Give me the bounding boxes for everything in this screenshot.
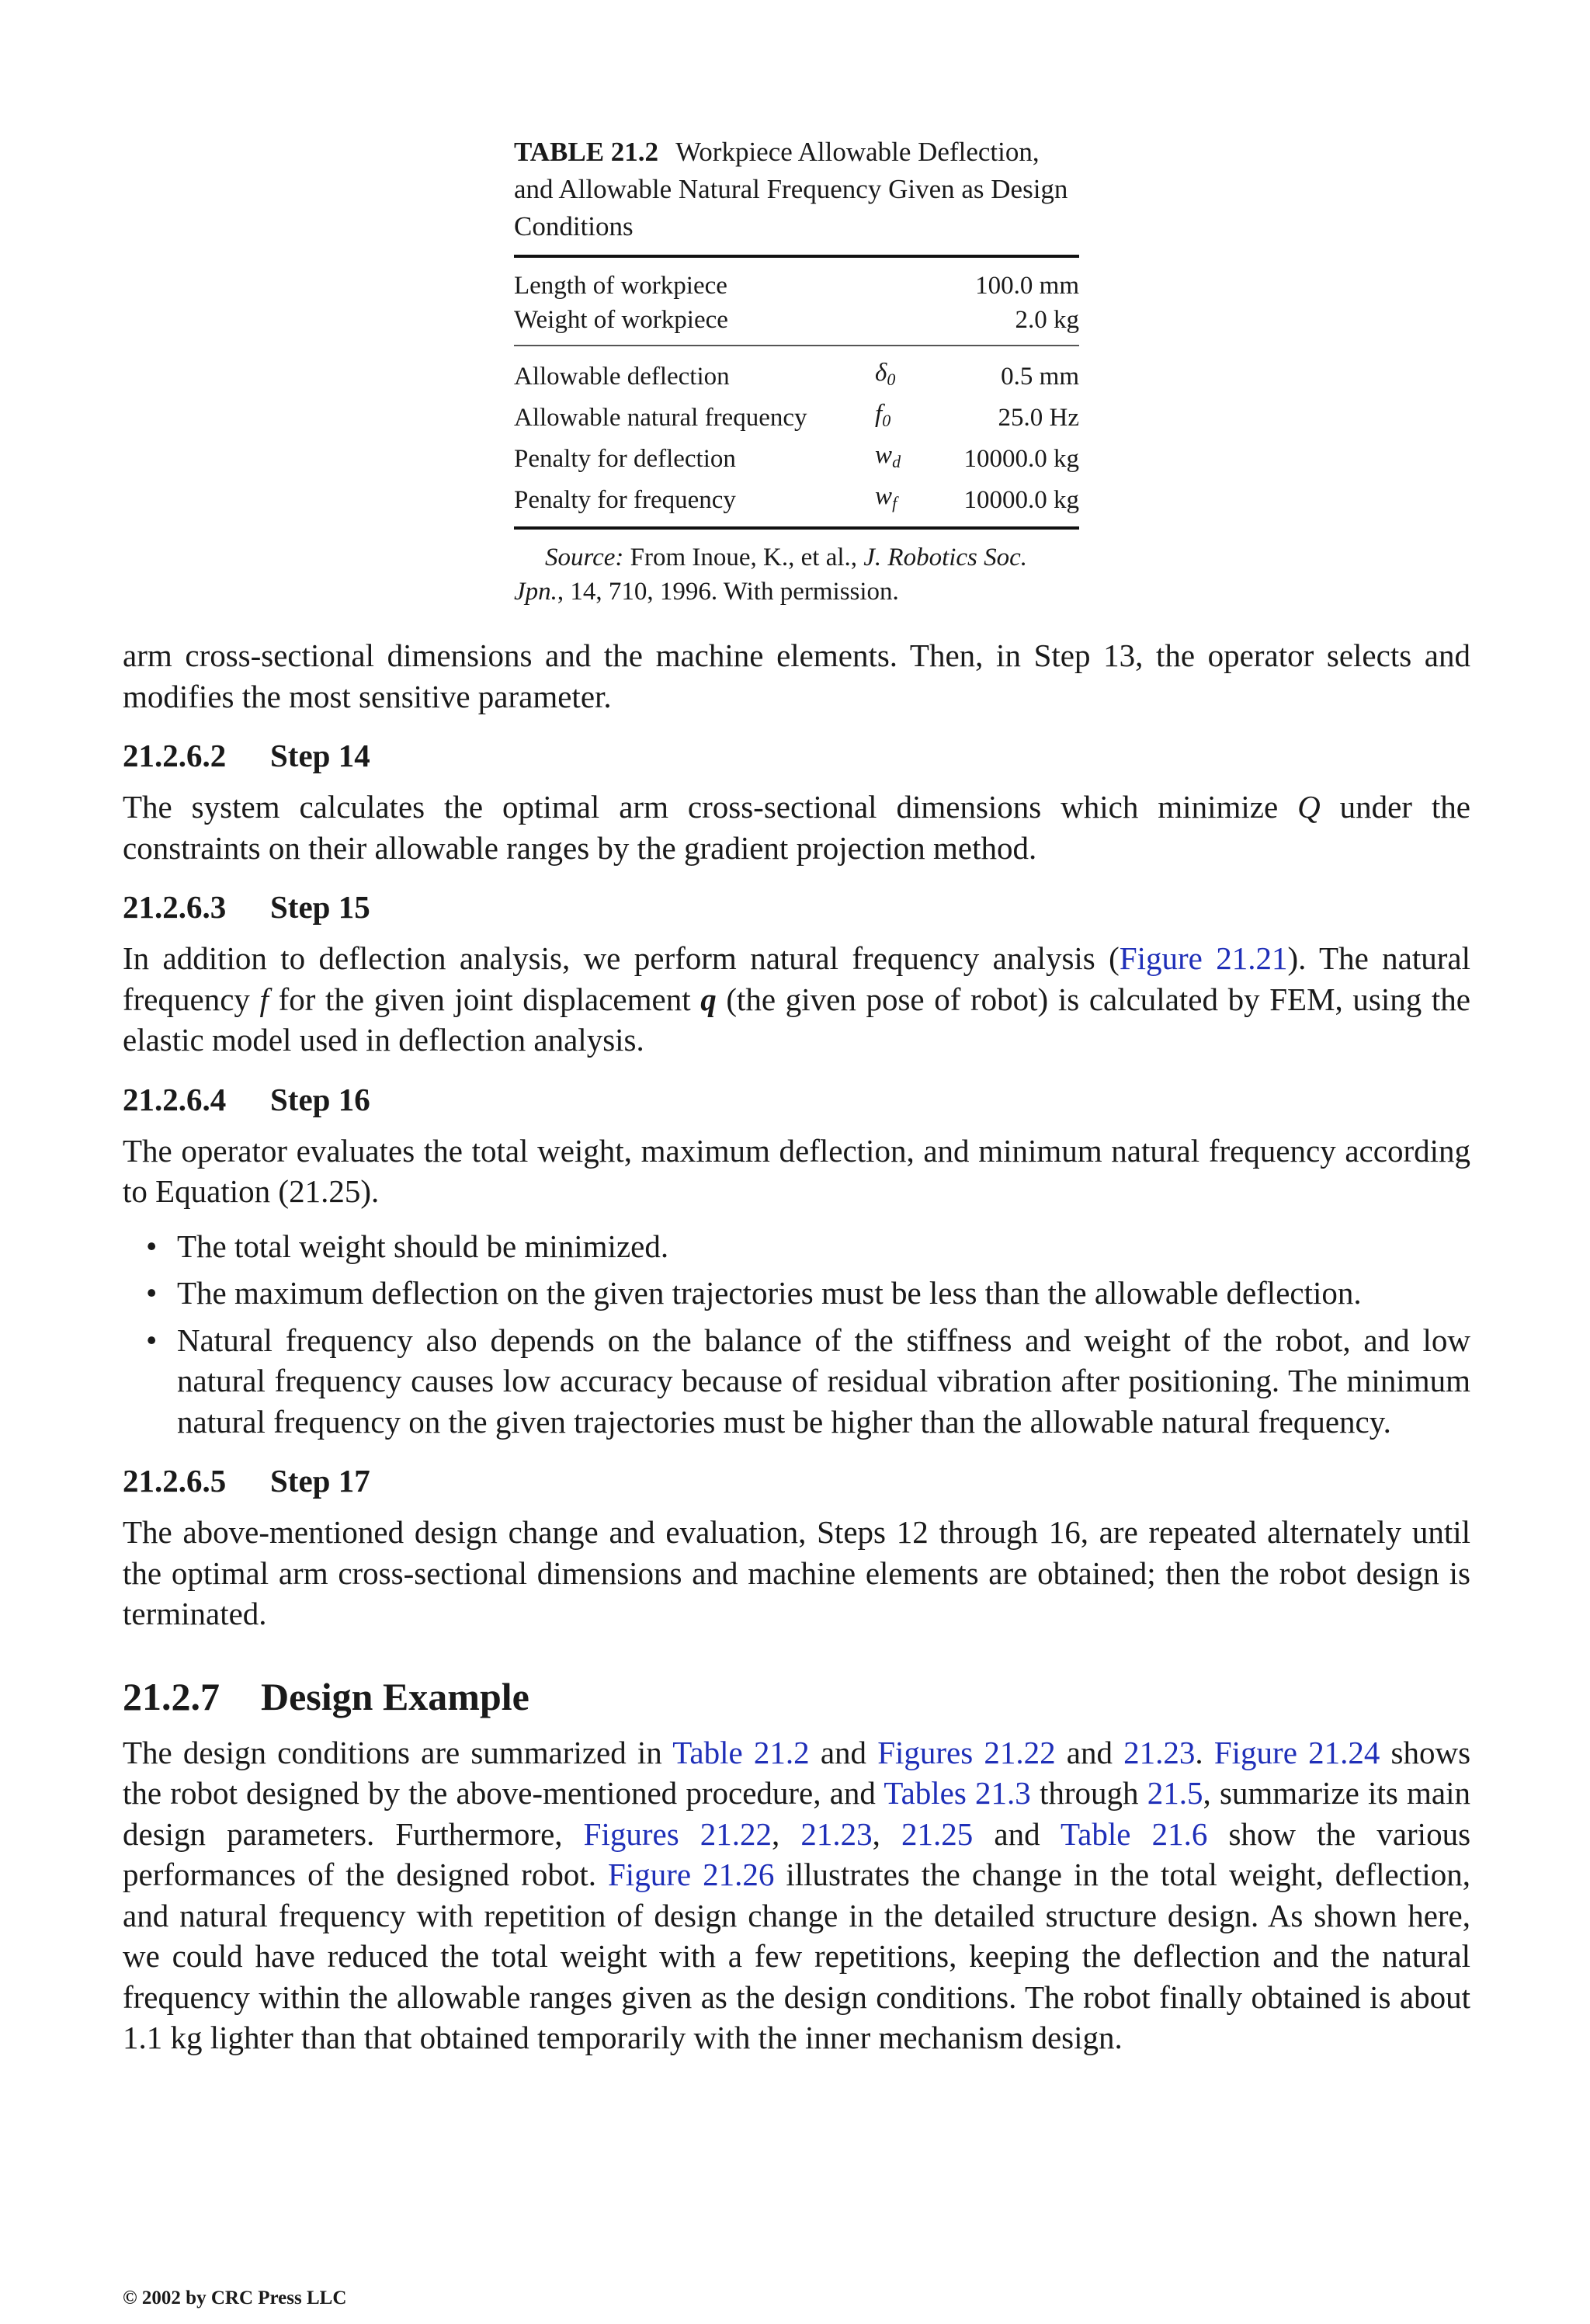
table-cell-parameter: Weight of workpiece: [514, 306, 728, 334]
heading-step-15: 21.2.6.3 Step 15: [123, 889, 370, 925]
intro-paragraph: arm cross-sectional dimensions and the machine elements. Then, in Step 13, the operator selects and modifies the most sensitive parameter.: [123, 637, 1470, 714]
link-table-21-2[interactable]: Table 21.2: [672, 1734, 810, 1770]
table-cell-parameter: Allowable natural frequency: [514, 403, 807, 432]
table-cell-value: 10000.0 kg: [963, 444, 1079, 473]
step-14-paragraph: The system calculates the optimal arm cross-sectional dimensions which minimize Q under the constraints on their allowable ranges by the gradient projection method.: [123, 789, 1470, 866]
heading-step-14: 21.2.6.2 Step 14: [123, 738, 370, 773]
table-21-2: [514, 134, 1079, 609]
list-item: • The maximum deflection on the given trajectories must be less than the allowable deflection.: [177, 1273, 1470, 1314]
table-cell-value: 25.0 Hz: [998, 403, 1079, 432]
link-21-23-b[interactable]: 21.23: [800, 1815, 873, 1852]
table-caption: [514, 134, 1079, 245]
step-17-paragraph: The above-mentioned design change and evaluation, Steps 12 through 16, are repeated alternately until the optimal arm cross-sectional dimensions and machine elements are obtained; then the robot design is terminated.: [123, 1514, 1470, 1631]
table-cell-value: 2.0 kg: [1015, 306, 1079, 334]
table-group-workpiece: [514, 269, 1079, 337]
table-cell-value: 0.5 mm: [1001, 362, 1079, 391]
table-bottom-rule: [514, 526, 1079, 530]
table-row: [514, 356, 1079, 397]
table-source: Source: From Inoue, K., et al., J. Robotics Soc. Jpn., 14, 710, 1996. With permission.: [514, 544, 1028, 606]
table-cell-parameter: Penalty for frequency: [514, 485, 736, 514]
table-cell-value: 100.0 mm: [975, 272, 1079, 300]
table-divider: [514, 345, 1079, 346]
table-cell-parameter: Allowable deflection: [514, 362, 730, 391]
table-cell-symbol: [852, 269, 915, 303]
heading-step-17: 21.2.6.5 Step 17: [123, 1463, 370, 1499]
table-cell-parameter: Penalty for deflection: [514, 444, 736, 473]
table-cell-parameter: Length of workpiece: [514, 272, 727, 300]
table-row: [514, 438, 1079, 479]
table-cell-symbol: $w_d$: [875, 441, 901, 471]
link-figures-21-22-b[interactable]: Figures 21.22: [583, 1815, 772, 1852]
table-row: [514, 479, 1079, 520]
link-tables-21-3[interactable]: Tables 21.3: [884, 1775, 1031, 1811]
copyright-footer: © 2002 by CRC Press LLC: [123, 2288, 347, 2308]
table-cell-symbol: [852, 303, 915, 337]
link-figure-21-26[interactable]: Figure 21.26: [608, 1857, 775, 1892]
table-caption-text: Workpiece Allowable Deflection, and Allowable Natural Frequency Given as Design Conditions: [514, 137, 1068, 241]
table-top-rule: [514, 255, 1079, 258]
list-item: • The total weight should be minimized.: [177, 1226, 1470, 1267]
table-row: [514, 303, 1079, 337]
design-example-paragraph: The design conditions are summarized in Table 21.2 and Figures 21.22 and 21.23. Figure 21.24 shows the robot designed by the above-mentioned procedure, and Tables 21.3 through 21.5, summarize its main design parameters. Furthermore, Figures 21.22, 21.23, 21.25 and Table 21.6 show the various performances of the designed robot. Figure 21.26 illustrates the change in the total weight, deflection, and natural frequency with repetition of design change in the detailed structure design. As shown here, we could have reduced the total weight with a few repetitions, keeping the deflection and the natural frequency within the allowable ranges given as the design conditions. The robot finally obtained is about 1.1 kg lighter than that obtained temporarily with the inner mechanism design.: [123, 1734, 1471, 2055]
step-16-paragraph: The operator evaluates the total weight, maximum deflection, and minimum natural frequency according to Equation (21.25).: [123, 1132, 1470, 1209]
table-cell-value: 10000.0 kg: [963, 485, 1079, 514]
page-body: [123, 635, 1470, 2058]
list-item: • Natural frequency also depends on the balance of the stiffness and weight of the robot, and low natural frequency causes low accuracy because of residual vibration after positioning. The minimum natural frequency on the given trajectories must be higher than the allowable natural frequency.: [177, 1320, 1470, 1443]
link-21-25[interactable]: 21.25: [901, 1815, 974, 1852]
table-row: [514, 269, 1079, 303]
table-cell-symbol: $w_f$: [875, 482, 897, 512]
link-21-5[interactable]: 21.5: [1147, 1775, 1203, 1811]
step-16-bullets: [123, 1226, 1470, 1443]
table-cell-symbol: $\delta_0$: [875, 359, 896, 389]
table-cell-symbol: $f_0$: [875, 400, 891, 430]
heading-step-16: 21.2.6.4 Step 16: [123, 1081, 370, 1117]
step-15-paragraph: In addition to deflection analysis, we perform natural frequency analysis (Figure 21.21). The natural frequency f for the given joint displacement q (the given pose of robot) is calculated by FEM, using the elastic model used in deflection analysis.: [123, 940, 1471, 1058]
link-21-23[interactable]: 21.23: [1123, 1734, 1196, 1770]
table-label: TABLE 21.2: [514, 137, 659, 167]
table-group-conditions: [514, 356, 1079, 520]
link-table-21-6[interactable]: Table 21.6: [1060, 1815, 1208, 1852]
link-figures-21-22[interactable]: Figures 21.22: [877, 1734, 1056, 1770]
table-row: [514, 397, 1079, 438]
link-figure-21-21[interactable]: Figure 21.21: [1119, 940, 1288, 976]
link-figure-21-24[interactable]: Figure 21.24: [1213, 1734, 1380, 1770]
heading-design-example: 21.2.7 Design Example: [123, 1674, 529, 1718]
